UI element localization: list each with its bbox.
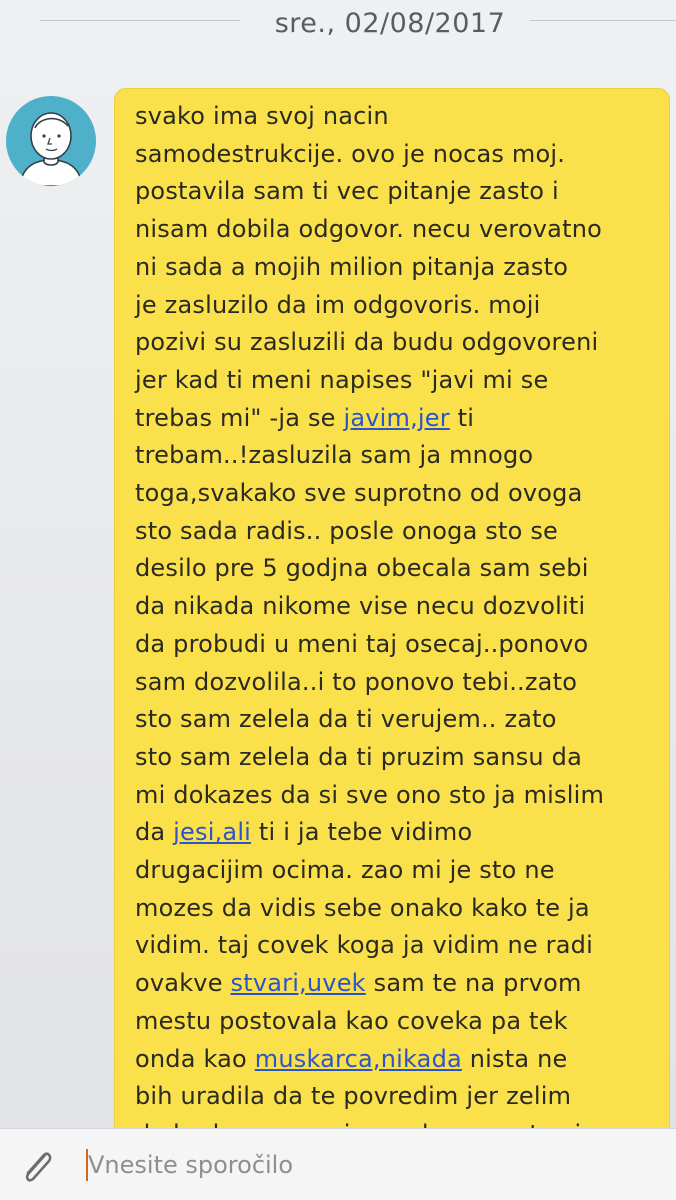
message-link[interactable]: javim,jer xyxy=(343,403,450,432)
message-line: da nikada nikome vise necu dozvoliti xyxy=(135,592,586,621)
paperclip-icon[interactable] xyxy=(14,1143,60,1189)
message-line: da xyxy=(135,818,174,847)
message-line: drugacijim ocima. zao mi je sto ne xyxy=(135,856,555,885)
message-link[interactable]: muskarca,nikada xyxy=(254,1044,462,1073)
message-line: da probudi u meni taj osecaj..ponovo xyxy=(135,629,589,658)
message-link[interactable]: jesi,ali xyxy=(173,818,252,847)
message-line: mozes da vidis sebe onako kako te ja xyxy=(135,893,590,922)
message-line: sam dozvolila..i to ponovo tebi..zato xyxy=(135,667,578,696)
message-line: ni sada a mojih milion pitanja zasto xyxy=(135,252,569,281)
message-composer xyxy=(0,1128,676,1200)
message-line: ti xyxy=(449,403,475,432)
message-line: sam te na prvom xyxy=(365,969,582,998)
message-line: trebas mi" -ja se xyxy=(135,403,344,432)
date-separator xyxy=(0,0,676,60)
message-line: sto sam zelela da ti verujem.. zato xyxy=(135,705,557,734)
message-line: trebam..!zasluzila sam ja mnogo xyxy=(135,441,534,470)
person-avatar-icon[interactable] xyxy=(6,96,96,186)
message-line: nisam dobila odgovor. necu verovatno xyxy=(135,215,602,244)
message-line: mi dokazes da si sve ono sto ja mislim xyxy=(135,780,605,809)
message-line: vidim. taj covek koga ja vidim ne radi xyxy=(135,931,593,960)
message-link[interactable]: stvari,uvek xyxy=(230,969,366,998)
message-line: ti i ja tebe vidimo xyxy=(251,818,473,847)
message-text xyxy=(135,98,655,1154)
message-line: bih uradila da te povredim jer zelim xyxy=(135,1082,572,1111)
message-line: samodestrukcije. ovo je nocas moj. xyxy=(135,139,566,168)
text-cursor xyxy=(86,1149,88,1181)
message-line: desilo pre 5 godjna obecala sam sebi xyxy=(135,554,589,583)
message-line: sto sam zelela da ti pruzim sansu da xyxy=(135,742,583,771)
message-line: onda kao xyxy=(135,1044,255,1073)
message-line: postavila sam ti vec pitanje zasto i xyxy=(135,177,559,206)
message-line: mestu postovala kao coveka pa tek xyxy=(135,1006,568,1035)
message-line: svako ima svoj nacin xyxy=(135,102,389,130)
message-line: pozivi su zasluzili da budu odgovoreni xyxy=(135,328,599,357)
message-input[interactable] xyxy=(84,1145,644,1185)
date-divider-left xyxy=(40,20,240,21)
message-line: je zasluzilo da im odgovoris. moji xyxy=(135,290,541,319)
message-date: sre., 02/08/2017 xyxy=(274,8,506,39)
message-line: jer kad ti meni napises "javi mi se xyxy=(135,365,549,394)
message-line: sto sada radis.. posle onoga sto se xyxy=(135,516,559,545)
message-line: toga,svakako sve suprotno od ovoga xyxy=(135,479,583,508)
message-line: nista ne xyxy=(461,1044,568,1073)
date-divider-right xyxy=(530,20,676,21)
message-line: ovakve xyxy=(135,969,231,998)
